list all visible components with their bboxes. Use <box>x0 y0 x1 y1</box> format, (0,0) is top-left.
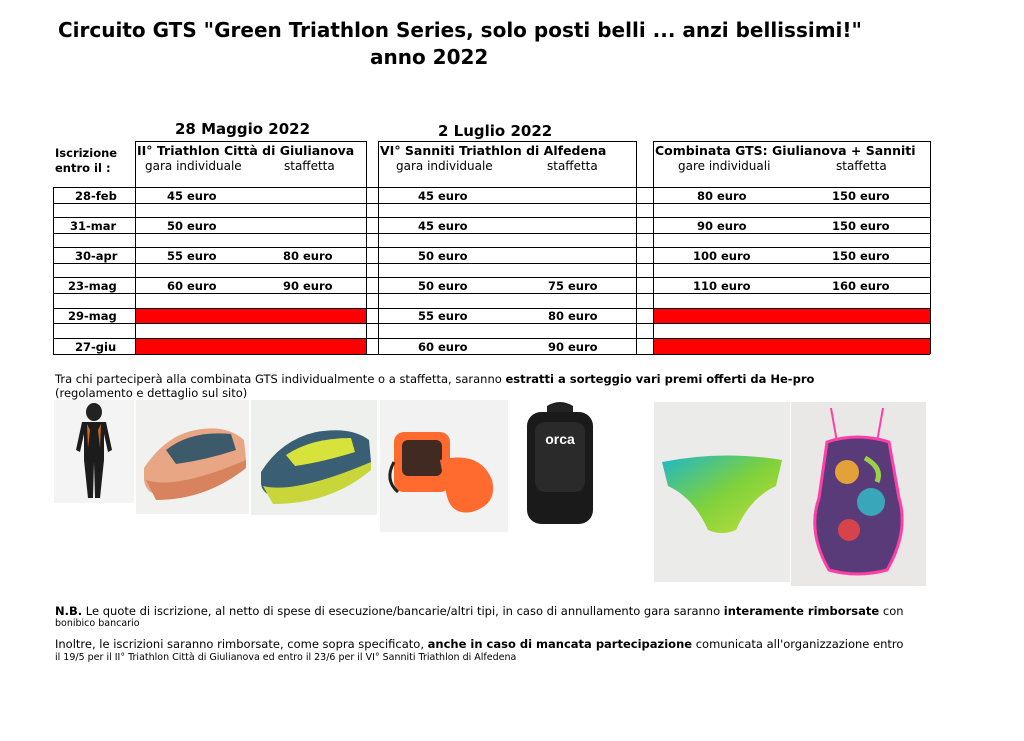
price-cell: 50 euro <box>418 279 468 293</box>
svg-text:orca: orca <box>545 431 575 447</box>
price-cell: 160 euro <box>832 279 890 293</box>
price-cell: 55 euro <box>418 309 468 323</box>
price-cell: 100 euro <box>693 249 751 263</box>
price-cell: 90 euro <box>283 279 333 293</box>
swimsuit-photo <box>791 402 926 586</box>
deadline-cell: 29-mag <box>68 309 117 323</box>
closed-cell-giulianova <box>136 339 366 354</box>
shoes-photo <box>136 400 249 514</box>
price-cell: 45 euro <box>167 189 217 203</box>
deadline-cell: 28-feb <box>75 189 117 203</box>
price-cell: 90 euro <box>548 340 598 354</box>
col-label-individuale: gara individuale <box>145 159 242 173</box>
closed-cell-combinata <box>654 309 930 323</box>
deadline-cell: 30-apr <box>75 249 118 263</box>
price-cell: 80 euro <box>283 249 333 263</box>
page-title: Circuito GTS "Green Triathlon Series, solo posti belli ... anzi bellissimi!" <box>58 18 862 42</box>
col-label-individuale: gara individuale <box>396 159 493 173</box>
event-date-alfedena: 2 Luglio 2022 <box>438 122 553 140</box>
nb-note-line2: bonibico bancario <box>55 618 140 629</box>
swim-buoy-photo <box>380 400 508 532</box>
price-cell: 80 euro <box>697 189 747 203</box>
price-cell: 80 euro <box>548 309 598 323</box>
price-cell: 150 euro <box>832 219 890 233</box>
prizes-text: Tra chi parteciperà alla combinata GTS individualmente o a staffetta, saranno estratti a sorteggio vari premi offerti da He-pro <box>55 372 815 386</box>
closed-cell-combinata <box>654 339 930 354</box>
col-label-staffetta: staffetta <box>836 159 887 173</box>
col-label-individuali: gare individuali <box>678 159 771 173</box>
price-cell: 75 euro <box>548 279 598 293</box>
prizes-text-line2: (regolamento e dettaglio sul sito) <box>55 386 248 400</box>
event-name-giulianova: II° Triathlon Città di Giulianova <box>137 143 355 158</box>
deadline-cell: 23-mag <box>68 279 117 293</box>
row-header-iscrizione: Iscrizione <box>55 146 118 160</box>
swim-brief-photo <box>654 402 790 582</box>
nb-note: N.B. Le quote di iscrizione, al netto di spese di esecuzione/bancarie/altri tipi, in caso di annullamento gara saranno interamente rimborsate con <box>55 604 904 618</box>
event-name-alfedena: VI° Sanniti Triathlon di Alfedena <box>380 143 607 158</box>
row-header-entro: entro il : <box>55 161 111 175</box>
refund-note: Inoltre, le iscrizioni saranno rimborsate, come sopra specificato, anche in caso di mancata partecipazione comunicata all'organizzazione entro <box>55 637 904 651</box>
wetsuit-photo <box>54 400 134 503</box>
refund-note-line2: il 19/5 per il II° Triathlon Città di Giulianova ed entro il 23/6 per il VI° Sanniti Triathlon di Alfedena <box>55 652 517 663</box>
price-cell: 90 euro <box>697 219 747 233</box>
price-cell: 150 euro <box>832 189 890 203</box>
deadline-cell: 27-giu <box>75 340 117 354</box>
event-date-giulianova: 28 Maggio 2022 <box>175 120 311 138</box>
shoes-photo <box>251 400 377 515</box>
col-label-staffetta: staffetta <box>284 159 335 173</box>
price-cell: 50 euro <box>418 249 468 263</box>
price-cell: 110 euro <box>693 279 751 293</box>
event-name-combinata: Combinata GTS: Giulianova + Sanniti <box>655 143 916 158</box>
price-cell: 60 euro <box>418 340 468 354</box>
price-cell: 60 euro <box>167 279 217 293</box>
backpack-photo <box>517 400 603 530</box>
deadline-cell: 31-mar <box>70 219 117 233</box>
price-cell: 55 euro <box>167 249 217 263</box>
price-cell: 150 euro <box>832 249 890 263</box>
price-cell: 45 euro <box>418 189 468 203</box>
col-label-staffetta: staffetta <box>547 159 598 173</box>
price-cell: 45 euro <box>418 219 468 233</box>
price-cell: 50 euro <box>167 219 217 233</box>
page-year: anno 2022 <box>370 45 489 69</box>
closed-cell-giulianova <box>136 309 366 323</box>
